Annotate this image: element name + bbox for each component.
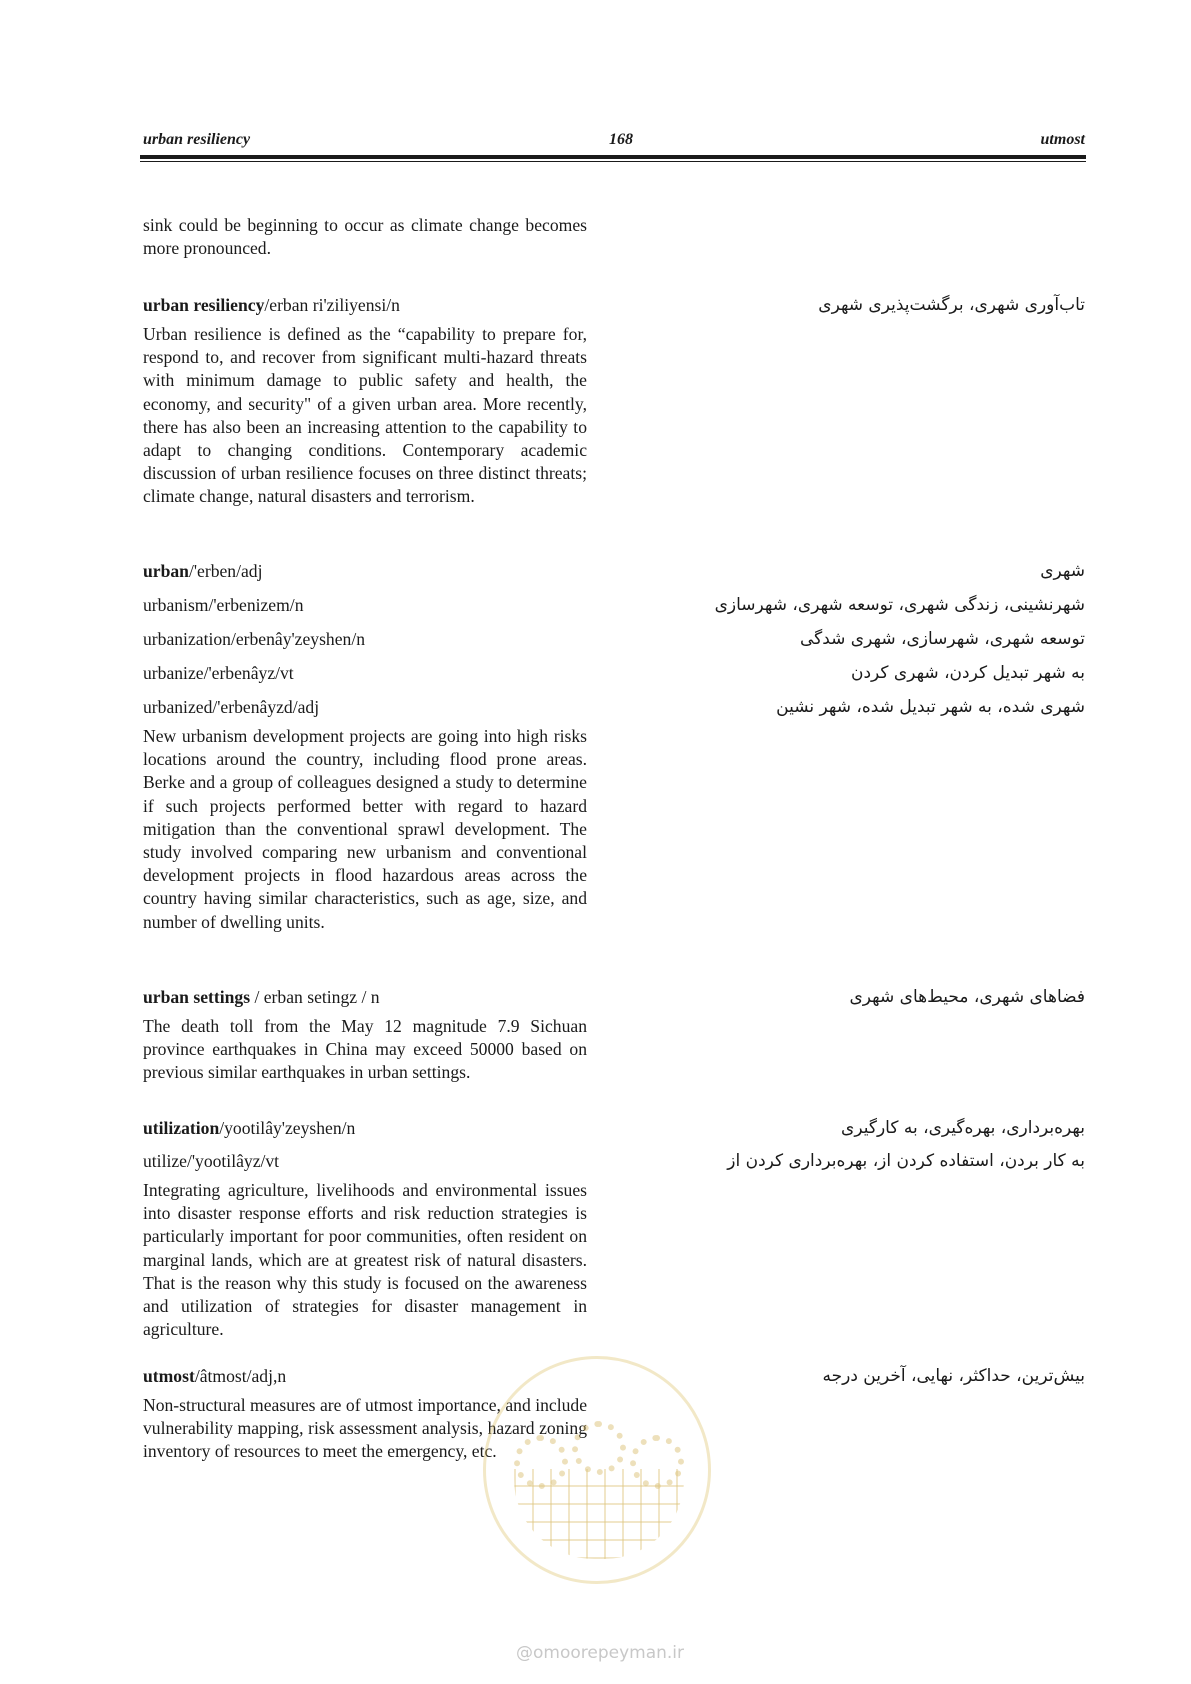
entry-term <box>143 628 365 650</box>
header-rule-thick <box>140 155 1086 159</box>
pronunciation: / erban setingz / n <box>250 987 380 1007</box>
headword: urban <box>143 561 189 581</box>
persian-definition: فضاهای شهری، محیط‌های شهری <box>849 987 1085 1007</box>
pronunciation: /erban ri'ziliyensi/n <box>264 295 400 315</box>
example-paragraph: The death toll from the May 12 magnitude 7.9 Sichuan province earthquakes in China may exceed 50000 based on previous similar earthquakes in urban settings. <box>143 1016 587 1083</box>
headword: urbanized <box>143 697 213 717</box>
headword: urbanism <box>143 595 209 615</box>
headword: urban resiliency <box>143 295 265 315</box>
headword: utilize <box>143 1151 187 1171</box>
pronunciation: /'erbenizem/n <box>208 595 304 615</box>
entry-term <box>143 696 319 718</box>
pronunciation: /âtmost/adj,n <box>194 1366 287 1386</box>
header-rule-thin <box>140 161 1086 162</box>
headword: urbanize <box>143 663 204 683</box>
entry-term <box>143 594 304 616</box>
pronunciation: /'erbenâyz/vt <box>203 663 294 683</box>
pronunciation: /erbenây'zeyshen/n <box>230 629 366 649</box>
entry-term <box>143 986 380 1008</box>
persian-definition: به شهر تبدیل کردن، شهری کردن <box>850 663 1085 683</box>
watermark-seal <box>483 1356 711 1584</box>
running-header <box>143 131 1085 151</box>
persian-definition: شهری <box>1040 561 1085 581</box>
headword: utmost <box>143 1366 195 1386</box>
pronunciation: /'yootilâyz/vt <box>186 1151 280 1171</box>
headword: urbanization <box>143 629 231 649</box>
intro-paragraph: sink could be beginning to occur as climate change becomes more pronounced. <box>143 215 587 259</box>
entry-term <box>143 662 294 684</box>
example-paragraph: Integrating agriculture, livelihoods and environmental issues into disaster response efforts and risk reduction strategies is particularly important for poor communities, often resident on marginal lands, which are at greatest risk of natural disasters. That is the reason why this study is focused on the awareness and utilization of strategies for disaster management in agriculture. <box>143 1180 587 1340</box>
pronunciation: /'erbenâyzd/adj <box>212 697 320 717</box>
pronunciation: /'erben/adj <box>188 561 263 581</box>
page-number: 168 <box>609 131 633 148</box>
gear-icon <box>572 1421 626 1475</box>
entry-term <box>143 560 262 582</box>
entry-term <box>143 1365 286 1387</box>
persian-definition: تاب‌آوری شهری، برگشت‌پذیری شهری <box>818 295 1085 315</box>
persian-definition: بهره‌برداری، بهره‌گیری، به کارگیری <box>841 1118 1085 1138</box>
example-paragraph: Non-structural measures are of utmost importance, and include vulnerability mapping, risk assessment analysis, hazard zoning inventory of resources to meet the emergency, etc. <box>143 1395 587 1462</box>
entry-term <box>143 1150 279 1172</box>
persian-definition: بیش‌ترین، حداکثر، نهایی، آخرین درجه <box>822 1366 1085 1386</box>
entry-term <box>143 294 400 316</box>
persian-definition: توسعه شهری، شهرسازی، شهری شدگی <box>799 629 1085 649</box>
example-paragraph: New urbanism development projects are going into high risks locations around the country, including flood prone areas. Berke and a group of colleagues designed a study to determine if such projects performed better with regard to hazard mitigation than the conventional sprawl development. The study involved comparing new urbanism and conventional development projects in flood hazardous areas across the country having similar characteristics, such as age, size, and number of dwelling units. <box>143 726 587 932</box>
example-paragraph: Urban resilience is defined as the “capability to prepare for, respond to, and recover from significant multi-hazard threats with minimum damage to public safety and health, the economy, and security" of a given urban area. More recently, there has also been an increasing attention to the capability to adapt to changing conditions. Contemporary academic discussion of urban resilience focuses on three distinct threats; climate change, natural disasters and terrorism. <box>143 324 587 507</box>
watermark-url: @omoorepeyman.ir <box>515 1643 685 1663</box>
persian-definition: شهرنشینی، زندگی شهری، توسعه شهری، شهرسازی <box>714 595 1085 615</box>
header-last-term: utmost <box>1040 131 1085 148</box>
watermark-grid <box>514 1469 684 1559</box>
headword: urban settings <box>143 987 251 1007</box>
headword: utilization <box>143 1118 220 1138</box>
persian-definition: به کار بردن، استفاده کردن از، بهره‌برداری کردن از <box>727 1151 1085 1171</box>
header-first-term: urban resiliency <box>143 131 251 148</box>
pronunciation: /yootilây'zeyshen/n <box>219 1118 356 1138</box>
entry-term <box>143 1117 355 1139</box>
persian-definition: شهری شده، به شهر تبدیل شده، شهر نشین <box>776 697 1085 717</box>
